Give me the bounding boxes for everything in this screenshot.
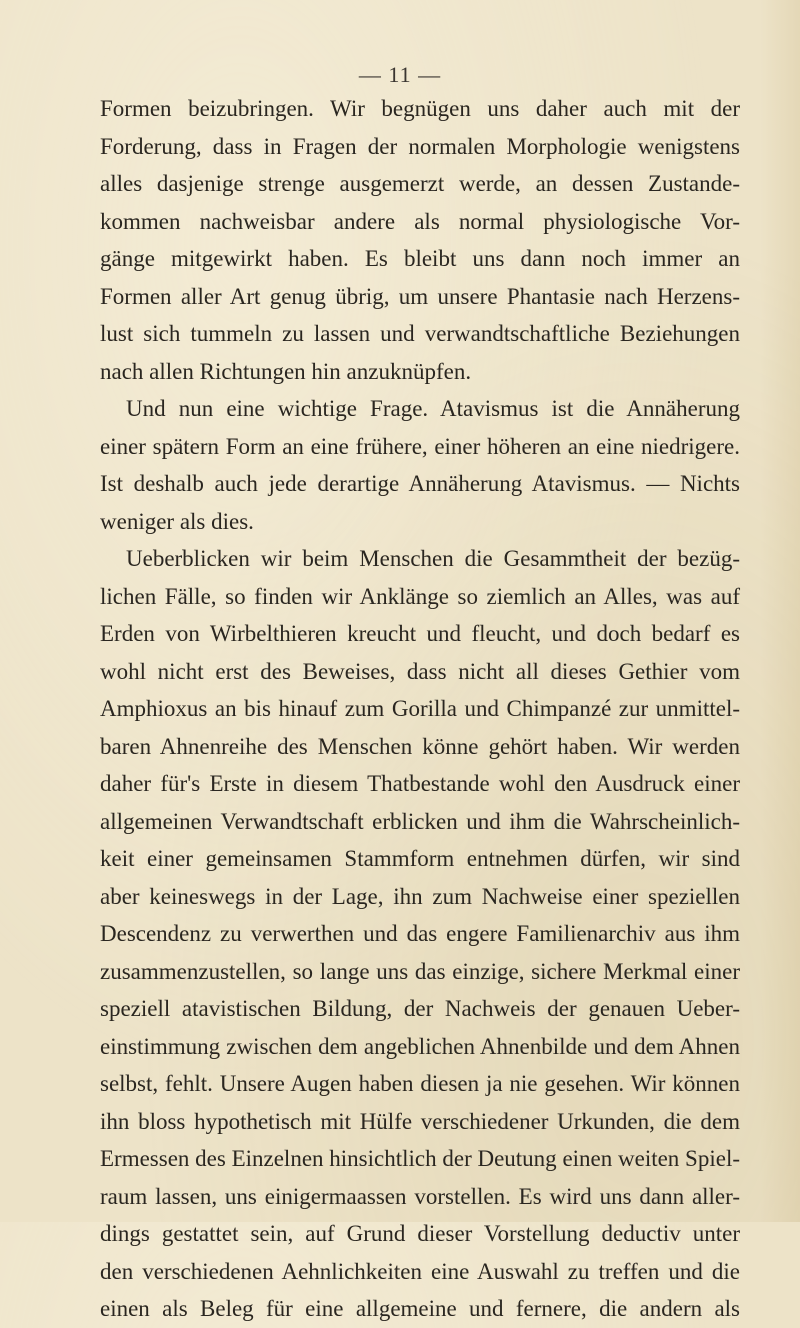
text-line: raum lassen, uns einigermaassen vorstellen. Es wird uns dann aller- xyxy=(100,1183,740,1209)
text-line: einstimmung zwischen dem angeblichen Ahnenbilde und dem Ahnen xyxy=(100,1033,740,1059)
text-line: weniger als dies. xyxy=(100,508,254,534)
body-text xyxy=(100,90,740,1328)
text-line: keit einer gemeinsamen Stammform entnehmen dürfen, wir sind xyxy=(100,846,740,871)
paragraph-first-line: Und nun eine wichtige Frage. Atavismus ist die Annäherung xyxy=(126,396,740,421)
text-line: lust sich tummeln zu lassen und verwandtschaftliche Beziehungen xyxy=(100,321,740,346)
text-line: alles dasjenige strenge ausgemerzt werde, an dessen Zustande- xyxy=(100,171,740,196)
page-number: — 11 — xyxy=(358,62,442,87)
text-line: dings gestattet sein, auf Grund dieser Vorstellung deductiv unter xyxy=(100,1221,740,1246)
text-line: nach allen Richtungen hin anzuknüpfen. xyxy=(100,358,472,384)
text-line: Ist deshalb auch jede derartige Annäherung Atavismus. — Nichts xyxy=(100,471,740,496)
page-edge-shading xyxy=(760,0,800,1222)
text-line: daher für's Erste in diesem Thatbestande wohl den Ausdruck einer xyxy=(100,771,740,796)
text-line: einen als Beleg für eine allgemeine und fernere, die andern als xyxy=(100,1296,740,1321)
text-line: kommen nachweisbar andere als normal physiologische Vor- xyxy=(100,208,740,234)
text-line: zusammenzustellen, so lange uns das einzige, sichere Merkmal einer xyxy=(100,958,740,984)
text-line: Amphioxus an bis hinauf zum Gorilla und Chimpanzé zur unmittel- xyxy=(100,696,740,721)
text-line: selbst, fehlt. Unsere Augen haben diesen ja nie gesehen. Wir können xyxy=(100,1071,740,1096)
text-line: gänge mitgewirkt haben. Es bleibt uns dann noch immer an xyxy=(100,246,740,271)
text-line: wohl nicht erst des Beweises, dass nicht all dieses Gethier vom xyxy=(100,658,740,684)
paragraph-first-line: Ueberblicken wir beim Menschen die Gesammtheit der bezüg- xyxy=(126,546,740,571)
text-line: aber keineswegs in der Lage, ihn zum Nachweise einer speziellen xyxy=(100,883,740,909)
text-line: Ermessen des Einzelnen hinsichtlich der Deutung einen weiten Spiel- xyxy=(100,1146,740,1171)
text-line: Formen beizubringen. Wir begnügen uns daher auch mit der xyxy=(100,96,740,121)
text-line: einer spätern Form an eine frühere, einer höheren an eine niedrigere. xyxy=(100,433,740,459)
text-line: Descendenz zu verwerthen und das engere Familienarchiv aus ihm xyxy=(100,921,740,946)
text-line: den verschiedenen Aehnlichkeiten eine Auswahl zu treffen und die xyxy=(100,1258,740,1284)
text-line: allgemeinen Verwandtschaft erblicken und ihm die Wahrscheinlich- xyxy=(100,808,740,834)
text-line: ihn bloss hypothetisch mit Hülfe verschiedener Urkunden, die dem xyxy=(100,1108,740,1134)
text-line: Formen aller Art genug übrig, um unsere Phantasie nach Herzens- xyxy=(100,283,740,309)
text-line: speziell atavistischen Bildung, der Nachweis der genauen Ueber- xyxy=(100,996,740,1021)
text-line: Erden von Wirbelthieren kreucht und fleucht, und doch bedarf es xyxy=(100,621,740,646)
text-line: lichen Fälle, so finden wir Anklänge so ziemlich an Alles, was auf xyxy=(100,583,740,609)
text-line: baren Ahnenreihe des Menschen könne gehört haben. Wir werden xyxy=(100,733,740,759)
text-line: Forderung, dass in Fragen der normalen Morphologie wenigstens xyxy=(100,133,740,159)
